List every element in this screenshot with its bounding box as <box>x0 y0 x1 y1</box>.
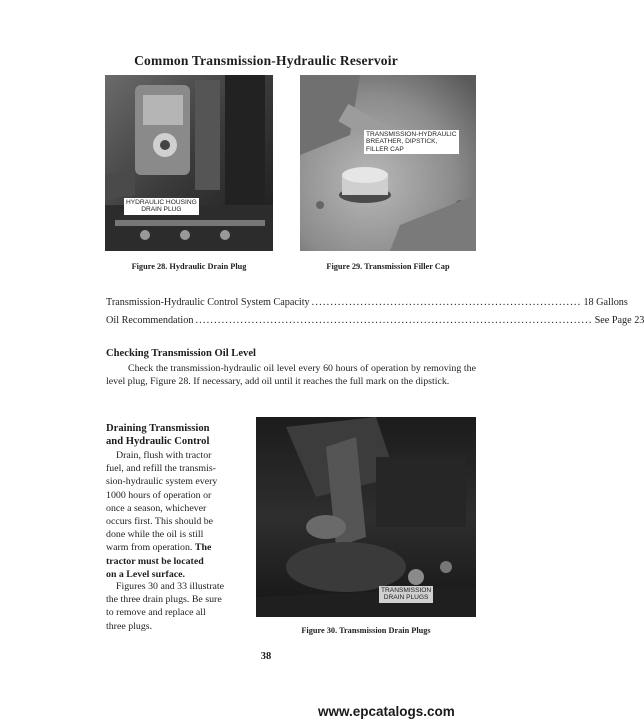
page-title: Common Transmission-Hydraulic Reservoir <box>134 53 398 68</box>
spec-oil-recommendation: Oil Recommendation .......................................................................................................... See Page 23 <box>106 315 644 326</box>
figure-28-caption: Figure 28. Hydraulic Drain Plug <box>131 262 247 271</box>
figure-28-callout: HYDRAULIC HOUSING DRAIN PLUG <box>126 199 197 214</box>
draining-body-2: Figures 30 and 33 illustrate the three drain plugs. Be sure to remove and replace all three plugs. <box>106 581 225 632</box>
figure-30-callout: TRANSMISSION DRAIN PLUGS <box>381 587 432 602</box>
figure-30-photo <box>256 417 476 617</box>
figure-30-caption: Figure 30. Transmission Drain Plugs <box>301 626 431 635</box>
draining-body: Drain, flush with tractor fuel, and refill the transmis- sion-hydraulic system every 1000 hours of operation or once a season, whichever occurs first. This should be done while the oil is still warm from operation. The tractor must be located on a Level surface. <box>106 450 218 580</box>
watermark: www.epcatalogs.com <box>318 704 455 719</box>
checking-body: Check the transmission-hydraulic oil level every 60 hours of operation by removing the level plug, Figure 28. If necessary, add oil until it reaches the full mark on the dipstick. <box>106 363 476 388</box>
leader-dots: .......................................................................................................... <box>195 315 593 326</box>
page-number: 38 <box>260 651 272 662</box>
spec-capacity: Transmission-Hydraulic Control System Capacity ........................................................................ 18 Gallons <box>106 297 628 308</box>
figure-28-photo <box>105 75 273 251</box>
draining-heading: Draining Transmission and Hydraulic Control <box>106 423 210 447</box>
figure-29-photo <box>300 75 476 251</box>
figure-29-callout: TRANSMISSION-HYDRAULIC BREATHER, DIPSTICK, FILLER CAP <box>366 131 457 153</box>
leader-dots: ........................................................................ <box>311 297 582 308</box>
figure-29-caption: Figure 29. Transmission Filler Cap <box>326 262 450 271</box>
checking-heading: Checking Transmission Oil Level <box>106 348 256 359</box>
